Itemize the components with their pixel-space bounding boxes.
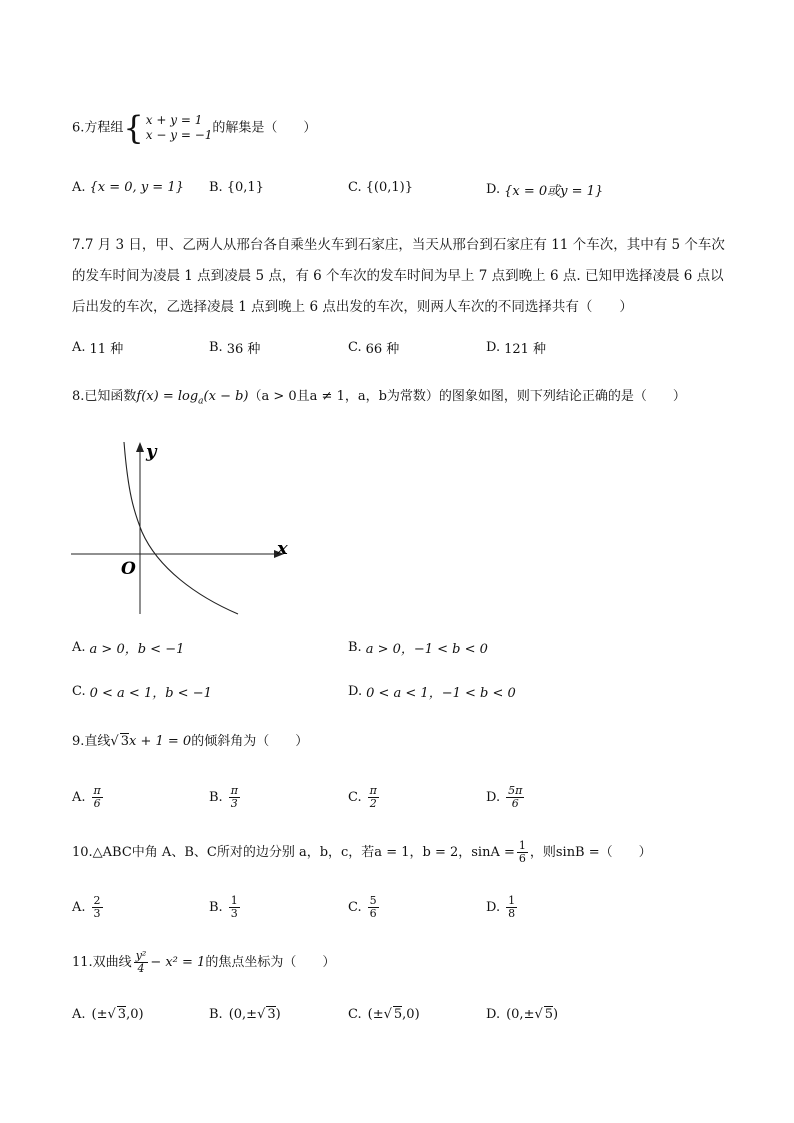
sqrt-icon: √: [110, 734, 119, 749]
x-axis-label: x: [277, 538, 288, 559]
question-6-stem-tail: 的解集是（ ）: [212, 120, 317, 136]
question-9-options: [72, 785, 732, 815]
option-7-d[interactable]: D. 121 种: [486, 340, 547, 357]
option-8-d[interactable]: D. 0 < a < 1，−1 < b < 0: [348, 684, 516, 701]
question-6-number: 6.: [72, 120, 85, 136]
sqrt-icon: √: [107, 1006, 116, 1022]
equation-system: [123, 109, 213, 147]
question-10-options: [72, 895, 732, 925]
function-graph: [66, 438, 296, 623]
system-eq-1: x + y = 1: [145, 113, 203, 127]
option-7-b[interactable]: B. 36 种: [209, 340, 261, 357]
left-brace-icon: {: [123, 109, 144, 147]
option-7-a[interactable]: A. 11 种: [72, 340, 124, 357]
question-6-stem: 6.方程组 { x + y = 1 x − y = −1 的解集是（ ）: [72, 109, 317, 147]
question-8-options-row-1: [72, 638, 732, 668]
question-8-stem: 8.已知函数$f(x) = \log_a(x - b)(a > 0$且a ≠ 1，a，b为常数）的图象如图，则下列结论正确的是（ ）: [72, 389, 686, 407]
sqrt-icon: √: [257, 1006, 266, 1022]
system-eq-2: x − y = −1: [145, 128, 213, 142]
option-10-a[interactable]: A. $\frac{2}{3}$: [72, 894, 101, 920]
question-10-stem: 10.△ABC中角 A、B、C所对的边分别 a，b，c，若a = 1，b = 2，sinA = $\frac{1}{6}$ ，则sinB =（ ）: [72, 839, 652, 865]
question-8-condition: （a > 0且a ≠ 1，a，b为常数）的图象如图，则下列结论正确的是（ ）: [248, 389, 686, 404]
origin-label: O: [121, 559, 136, 579]
question-9-stem: 9.直线√ 3x + 1 = 0的倾斜角为（ ）: [72, 734, 309, 749]
function-expression: f(x) = log: [136, 389, 199, 404]
option-8-c[interactable]: C. 0 < a < 1，b < −1: [72, 684, 212, 701]
option-6-c[interactable]: C. {(0,1)}: [348, 180, 413, 195]
sqrt-icon: √: [383, 1006, 392, 1022]
question-8-options-row-2: [72, 682, 732, 712]
question-7-options: [72, 338, 732, 368]
option-11-d[interactable]: D. (0,± √ 5 ): [486, 1006, 559, 1022]
option-9-c[interactable]: C. $\frac{\pi}{2}$: [348, 784, 377, 810]
option-9-a[interactable]: A. $\frac{\pi}{6}$: [72, 784, 101, 810]
sqrt-icon: √: [534, 1006, 543, 1022]
question-11-stem: 11.双曲线 $\frac{\text{y²}}{4}$ − x² = 1的焦点坐标为（ ）: [72, 949, 336, 975]
y-axis-arrow-icon: [136, 442, 144, 452]
option-11-c[interactable]: C. (± √ 5 ,0): [348, 1006, 420, 1022]
option-11-a[interactable]: A. (± √ 3 ,0): [72, 1006, 144, 1022]
option-8-a[interactable]: A. a > 0，b < −1: [72, 640, 185, 657]
option-10-c[interactable]: C. $\frac{5}{6}$: [348, 894, 377, 920]
y-axis-label: y: [146, 441, 157, 462]
option-10-b[interactable]: B. $\frac{1}{3}$: [209, 894, 238, 920]
option-6-a[interactable]: A. {x = 0, y = 1}: [72, 180, 184, 195]
option-11-b[interactable]: B. (0,± √ 3 ): [209, 1006, 281, 1022]
option-6-b[interactable]: B. {0,1}: [209, 180, 264, 195]
question-7-stem: 7.7 月 3 日，甲、乙两人从邢台各自乘坐火车到石家庄，当天从邢台到石家庄有 11 个车次，其中有 5 个车次的发车时间为凌晨 1 点到凌晨 5 点，有 6 个车次的发车时间为早上 7 点到晚上 6 点. 已知甲选择凌晨 6 点以后出发的车次，乙选择凌晨 1 点到晚上 6 点出发的车次，则两人车次的不同选择共有（ ）: [72, 237, 725, 315]
question-11-options: [72, 1006, 732, 1036]
log-curve: [124, 442, 238, 614]
option-9-d[interactable]: D. $\frac{5\pi}{6}$: [486, 784, 523, 810]
option-7-c[interactable]: C. 66 种: [348, 340, 400, 357]
option-9-b[interactable]: B. $\frac{\pi}{3}$: [209, 784, 238, 810]
question-6-options: [72, 180, 732, 210]
option-6-d[interactable]: D. {x = 0或y = 1}: [486, 182, 604, 199]
option-10-d[interactable]: D. $\frac{1}{8}$: [486, 894, 516, 920]
option-8-b[interactable]: B. a > 0，−1 < b < 0: [348, 640, 488, 657]
